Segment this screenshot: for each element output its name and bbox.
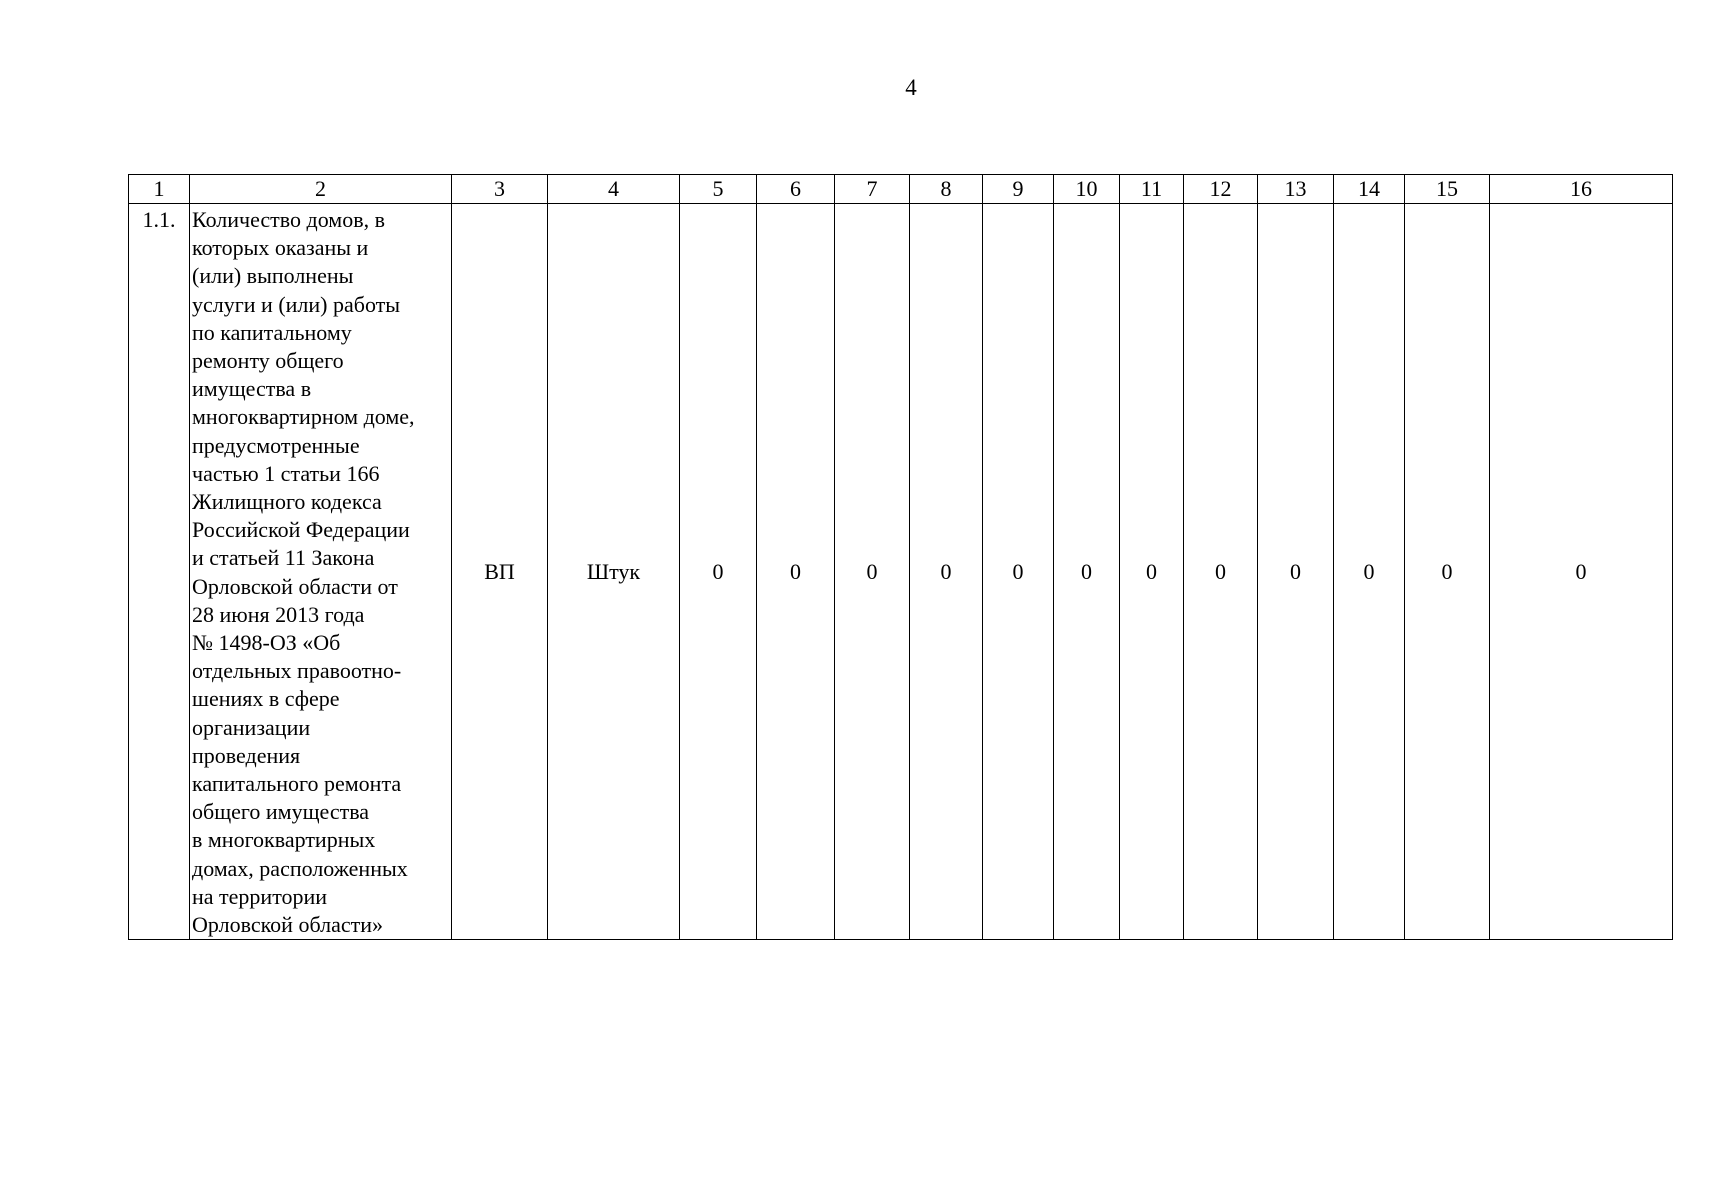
description-line: № 1498-ОЗ «Об [192, 630, 341, 656]
description-line: частью 1 статьи 166 [192, 460, 380, 486]
header-cell: 8 [910, 175, 983, 204]
header-cell: 13 [1258, 175, 1334, 204]
value-cell: 0 [1334, 204, 1405, 940]
description-line: в многоквартирных [192, 827, 376, 853]
value-cell: 0 [910, 204, 983, 940]
header-cell: 16 [1490, 175, 1673, 204]
table-row [129, 204, 1673, 940]
header-cell: 9 [983, 175, 1054, 204]
description-line: шениях в сфере [192, 686, 340, 712]
description-line: которых оказаны и [192, 235, 369, 261]
header-cell: 7 [835, 175, 910, 204]
header-cell: 11 [1120, 175, 1184, 204]
description-line: и статьей 11 Закона [192, 545, 375, 571]
header-cell: 2 [190, 175, 452, 204]
indicator-table [128, 174, 1673, 940]
value-cell: 0 [835, 204, 910, 940]
header-cell: 3 [452, 175, 548, 204]
value-cell: 0 [1120, 204, 1184, 940]
description-line: ремонту общего [192, 348, 344, 374]
header-cell: 10 [1054, 175, 1120, 204]
indicator-description [190, 204, 452, 940]
description-line: 28 июня 2013 года [192, 601, 365, 627]
description-line: многоквартирном доме, [192, 404, 415, 430]
description-line: по капитальному [192, 319, 352, 345]
evaluation-type-cell: ВП [452, 204, 548, 940]
value-cell: 0 [983, 204, 1054, 940]
value-cell: 0 [1405, 204, 1490, 940]
description-line: домах, расположенных [192, 855, 408, 881]
description-line: проведения [192, 742, 301, 768]
description-line: Жилищного кодекса [192, 489, 382, 515]
description-line: Российской Федерации [192, 517, 410, 543]
description-line: предусмотренные [192, 432, 360, 458]
header-cell: 4 [548, 175, 680, 204]
description-line: на территории [192, 883, 328, 909]
description-line: имущества в [192, 376, 312, 402]
header-row [129, 175, 1673, 204]
value-cell: 0 [757, 204, 835, 940]
header-cell: 1 [129, 175, 190, 204]
description-line: капитального ремонта [192, 771, 402, 797]
description-line: Количество домов, в [192, 207, 386, 232]
description-line: организации [192, 714, 311, 740]
header-cell: 12 [1184, 175, 1258, 204]
value-cell: 0 [1184, 204, 1258, 940]
header-cell: 14 [1334, 175, 1405, 204]
value-cell: 0 [1258, 204, 1334, 940]
row-number: 1.1. [129, 204, 190, 940]
header-cell: 5 [680, 175, 757, 204]
description-line: (или) выполнены [192, 263, 354, 289]
description-line: общего имущества [192, 799, 370, 825]
unit-cell: Штук [548, 204, 680, 940]
value-cell: 0 [680, 204, 757, 940]
description-line: отдельных правоотно- [192, 658, 402, 684]
description-line: Орловской области» [192, 912, 383, 938]
description-line: услуги и (или) работы [192, 291, 401, 317]
header-cell: 6 [757, 175, 835, 204]
value-cell: 0 [1054, 204, 1120, 940]
header-cell: 15 [1405, 175, 1490, 204]
value-cell: 0 [1490, 204, 1673, 940]
page-number: 4 [905, 75, 917, 100]
description-line: Орловской области от [192, 573, 398, 599]
